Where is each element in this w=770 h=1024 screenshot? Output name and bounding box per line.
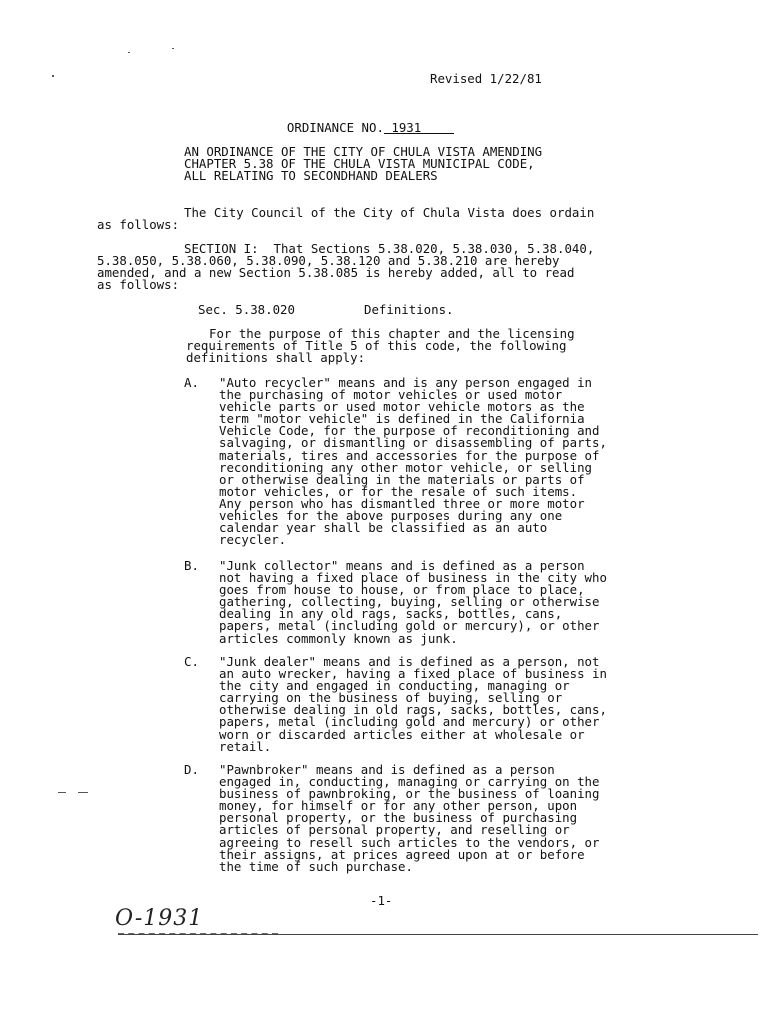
revised-date: Revised 1/22/81 [430, 71, 542, 86]
scan-speck [52, 75, 54, 77]
definition-text: "Pawnbroker" means and is defined as a person engaged in, conducting, managing or carrying on the business of pawnbroking, or the business of loaning money, for himself or for any other person, upon personal property, or the business of purchasing articles of personal property, and reselling or agreeing to resell such articles to the vendors, or their assigns, at prices agreed upon at or before the time of such purchase. [219, 762, 600, 874]
intro-line-2: as follows: [97, 217, 180, 232]
handwritten-ordinance-note: O-1931 [115, 906, 204, 931]
intro-line-1: The City Council of the City of Chula Vista does ordain [184, 205, 595, 220]
purpose-line-1: For the purpose of this chapter and the licensing [209, 326, 575, 341]
ordinance-label: ORDINANCE NO. [286, 120, 384, 136]
scan-speck [58, 792, 66, 793]
purpose-line-2: requirements of Title 5 of this code, the following [186, 338, 567, 353]
definition-letter: B. [184, 558, 199, 573]
sec-heading-number: Sec. 5.38.020 [198, 302, 295, 317]
ordinance-number [384, 122, 454, 134]
definition-text: "Junk collector" means and is defined as a person not having a fixed place of business in the city who goes from house to house, or from place to place, gathering, collecting, buying, selling or otherwise dealing in any old rags, sacks, bottles, cans, papers, metal (including gold or mercury), or other articles commonly known as junk. [219, 558, 607, 646]
definition-letter: D. [184, 762, 199, 777]
ordinance-number-line [272, 110, 454, 134]
scan-speck [78, 792, 88, 793]
ordinance-title-line-2: CHAPTER 5.38 OF THE CHULA VISTA MUNICIPAL CODE, [184, 156, 535, 171]
section-one-line-4: as follows: [97, 277, 180, 292]
bottom-rule [118, 934, 758, 935]
page-number: -1- [370, 893, 393, 908]
scan-speck [128, 52, 130, 53]
ordinance-title-line-1: AN ORDINANCE OF THE CITY OF CHULA VISTA AMENDING [184, 144, 543, 159]
definition-text: "Auto recycler" means and is any person engaged in the purchasing of motor vehicles or used motor vehicle parts or used motor vehicle motors as the term "motor vehicle" is defined in the California Vehicle Code, for the purpose of reconditioning and salvaging, or dismantling or disassembling of parts, materials, tires and accessories for the purpose of reconditioning any other motor vehicle, or selling or otherwise dealing in the materials or parts of motor vehicles, or for the resale of such items. Any person who has dismantled three or more motor vehicles for the above purposes during any one calendar year shall be classified as an auto recycler. [219, 375, 607, 548]
sec-heading-title: Definitions. [364, 302, 454, 317]
definition-letter: C. [184, 654, 199, 669]
scan-speck [172, 48, 174, 49]
section-one-line-2: 5.38.050, 5.38.060, 5.38.090, 5.38.120 and 5.38.210 are hereby [97, 253, 560, 268]
purpose-line-3: definitions shall apply: [186, 350, 366, 365]
definition-letter: A. [184, 375, 199, 390]
section-one-line-1: SECTION I: That Sections 5.38.020, 5.38.030, 5.38.040, [184, 241, 595, 256]
definition-text: "Junk dealer" means and is defined as a person, not an auto wrecker, having a fixed place of business in the city and engaged in conducting, managing or carrying on the business of buying, selling or otherwise dealing in old rags, sacks, bottles, cans, papers, metal (including gold and mercury) or other worn or discarded articles either at wholesale or retail. [219, 654, 607, 754]
ordinance-number-value: 1931 [391, 120, 422, 136]
section-one-line-3: amended, and a new Section 5.38.085 is hereby added, all to read [97, 265, 575, 280]
ordinance-title-line-3: ALL RELATING TO SECONDHAND DEALERS [184, 168, 438, 183]
